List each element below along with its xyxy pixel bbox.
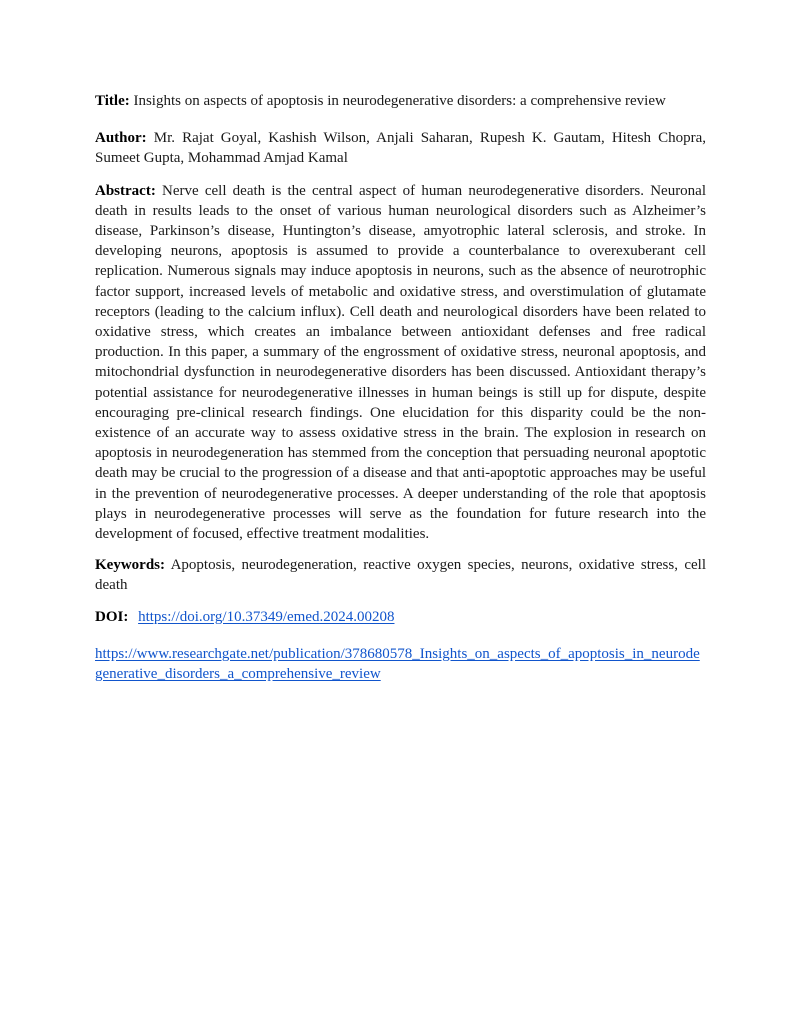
researchgate-paragraph [95, 644, 706, 684]
doi-link[interactable]: https://doi.org/10.37349/emed.2024.00208 [138, 608, 395, 625]
title-paragraph [95, 91, 706, 111]
doi-label: DOI: [95, 608, 129, 625]
paper-title: Insights on aspects of apoptosis in neurodegenerative disorders: a comprehensive review [133, 93, 666, 109]
abstract-paragraph [95, 181, 706, 545]
keywords-text: Apoptosis, neurodegeneration, reactive oxygen species, neurons, oxidative stress, cell death [95, 557, 706, 594]
author-paragraph [95, 128, 706, 168]
author-list: Mr. Rajat Goyal, Kashish Wilson, Anjali Saharan, Rupesh K. Gautam, Hitesh Chopra, Sumeet Gupta, Mohammad Amjad Kamal [95, 130, 706, 167]
author-label: Author: [95, 130, 147, 147]
abstract-label: Abstract: [95, 182, 156, 199]
title-label: Title: [95, 93, 130, 109]
researchgate-link[interactable]: https://www.researchgate.net/publication/378680578_Insights_on_aspects_of_apoptosis_in_neurodegenerative_disorders_a_comprehensive_review [95, 645, 700, 683]
document-body [95, 91, 706, 684]
keywords-paragraph [95, 555, 706, 595]
keywords-label: Keywords: [95, 557, 165, 574]
doi-paragraph [95, 607, 706, 627]
abstract-text: Nerve cell death is the central aspect of human neurodegenerative disorders. Neuronal death in results leads to the onset of various human neurological disorders such as Alzheimer’s disease, Parkinson’s disease, Huntington’s disease, amyotrophic lateral sclerosis, and stroke. In developing neurons, apoptosis is assumed to provide a counterbalance to overexuberant cell replication. Numerous signals may induce apoptosis in neurons, such as the absence of neurotrophic factor support, increased levels of metabolic and oxidative stress, and overstimulation of glutamate receptors (leading to the calcium influx). Cell death and neurological disorders have been related to oxidative stress, which creates an imbalance between antioxidant defenses and free radical production. In this paper, a summary of the engrossment of oxidative stress, neuronal apoptosis, and mitochondrial dysfunction in neurodegenerative disorders has been discussed. Antioxidant therapy’s potential assistance for neurodegenerative illnesses in human beings is still up for dispute, despite encouraging pre-clinical research findings. One elucidation for this disparity could be the non-existence of an accurate way to assess oxidative stress in the brain. The explosion in research on apoptosis in neurodegeneration has stemmed from the conception that persuading neuronal apoptotic death may be crucial to the progression of a disease and that anti-apoptotic approaches may be useful in the prevention of neurodegenerative processes. A deeper understanding of the role that apoptosis plays in neurodegenerative processes will serve as the foundation for future research into the development of focused, effective treatment modalities. [95, 182, 707, 543]
